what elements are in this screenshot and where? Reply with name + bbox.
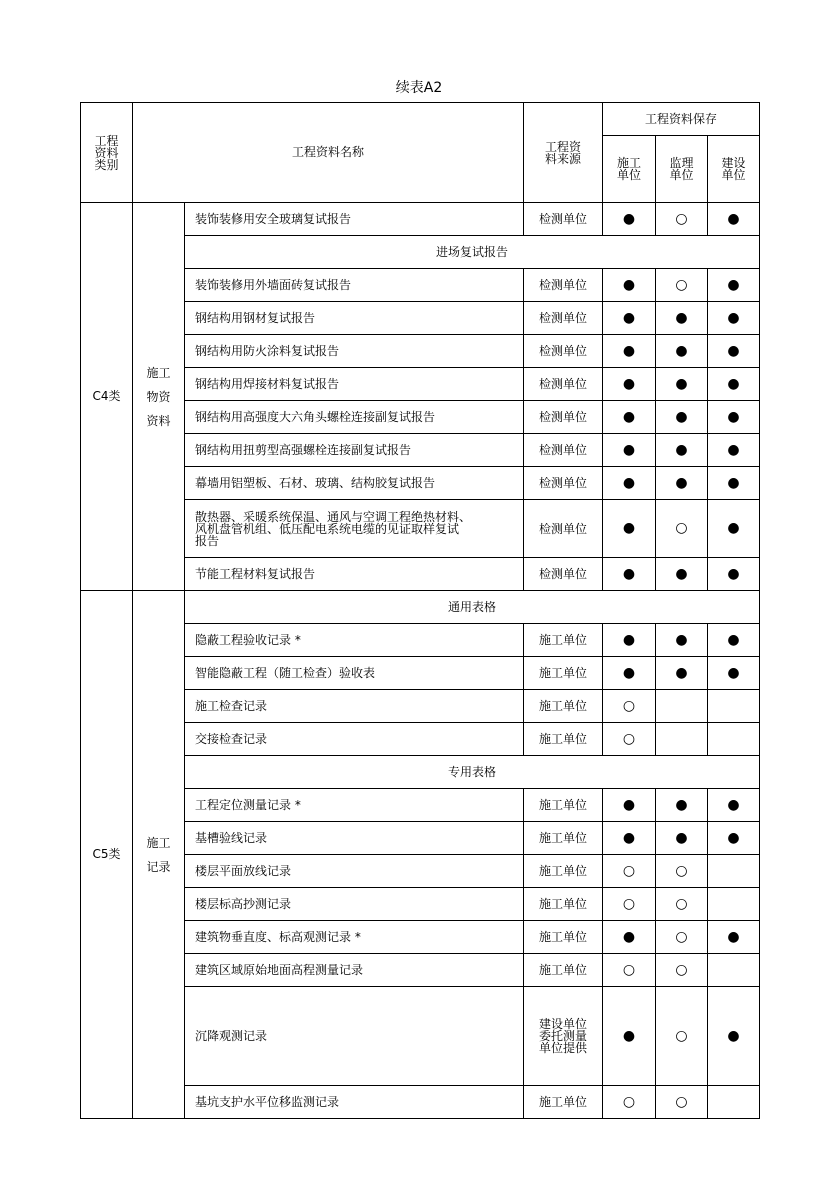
item-name: 幕墙用铝塑板、石材、玻璃、结构胶复试报告	[185, 467, 524, 500]
construction-unit-mark: ●	[603, 368, 656, 401]
item-source: 施工单位	[524, 723, 603, 756]
section-row	[81, 591, 760, 624]
header-supervision-unit: 监理 单位	[656, 136, 708, 203]
supervision-unit-mark: ○	[656, 500, 708, 558]
construction-unit-mark: ●	[603, 558, 656, 591]
supervision-unit-mark: ●	[656, 335, 708, 368]
owner-unit-mark	[708, 1086, 760, 1119]
category-cell: C4类	[81, 203, 133, 591]
supervision-unit-mark: ○	[656, 987, 708, 1086]
section-heading: 专用表格	[185, 756, 760, 789]
supervision-unit-mark: ●	[656, 401, 708, 434]
supervision-unit-mark: ○	[656, 203, 708, 236]
supervision-unit-mark: ○	[656, 954, 708, 987]
item-name: 楼层平面放线记录	[185, 855, 524, 888]
header-owner-unit: 建设 单位	[708, 136, 760, 203]
subcategory-cell: 施工 记录	[133, 591, 185, 1119]
item-source: 施工单位	[524, 888, 603, 921]
supervision-unit-mark: ○	[656, 921, 708, 954]
item-name: 基槽验线记录	[185, 822, 524, 855]
supervision-unit-mark: ●	[656, 822, 708, 855]
supervision-unit-mark: ●	[656, 624, 708, 657]
table-row	[81, 203, 760, 236]
supervision-unit-mark: ●	[656, 302, 708, 335]
owner-unit-mark: ●	[708, 401, 760, 434]
owner-unit-mark: ●	[708, 434, 760, 467]
construction-unit-mark: ●	[603, 203, 656, 236]
construction-unit-mark: ●	[603, 987, 656, 1086]
item-source: 施工单位	[524, 690, 603, 723]
item-source: 检测单位	[524, 302, 603, 335]
supervision-unit-mark	[656, 690, 708, 723]
construction-unit-mark: ○	[603, 888, 656, 921]
item-source: 检测单位	[524, 467, 603, 500]
header-construction-unit: 施工 单位	[603, 136, 656, 203]
item-name: 基坑支护水平位移监测记录	[185, 1086, 524, 1119]
supervision-unit-mark	[656, 723, 708, 756]
item-source: 施工单位	[524, 789, 603, 822]
header-storage: 工程资料保存	[603, 103, 760, 136]
section-heading: 进场复试报告	[185, 236, 760, 269]
owner-unit-mark: ●	[708, 789, 760, 822]
supervision-unit-mark: ●	[656, 368, 708, 401]
owner-unit-mark: ●	[708, 269, 760, 302]
construction-unit-mark: ●	[603, 335, 656, 368]
item-name: 沉降观测记录	[185, 987, 524, 1086]
owner-unit-mark: ●	[708, 467, 760, 500]
owner-unit-mark: ●	[708, 921, 760, 954]
item-name: 隐蔽工程验收记录 *	[185, 624, 524, 657]
item-source: 施工单位	[524, 822, 603, 855]
construction-unit-mark: ●	[603, 921, 656, 954]
item-name: 楼层标高抄测记录	[185, 888, 524, 921]
supervision-unit-mark: ●	[656, 657, 708, 690]
item-name: 建筑区域原始地面高程测量记录	[185, 954, 524, 987]
item-name: 交接检查记录	[185, 723, 524, 756]
supervision-unit-mark: ○	[656, 855, 708, 888]
item-name: 钢结构用焊接材料复试报告	[185, 368, 524, 401]
supervision-unit-mark: ●	[656, 558, 708, 591]
table-title: 续表A2	[395, 80, 443, 96]
owner-unit-mark: ●	[708, 657, 760, 690]
item-source: 建设单位 委托测量 单位提供	[524, 987, 603, 1086]
construction-unit-mark: ●	[603, 657, 656, 690]
construction-unit-mark: ●	[603, 269, 656, 302]
item-name: 钢结构用钢材复试报告	[185, 302, 524, 335]
supervision-unit-mark: ●	[656, 434, 708, 467]
construction-unit-mark: ○	[603, 1086, 656, 1119]
owner-unit-mark: ●	[708, 558, 760, 591]
construction-unit-mark: ●	[603, 789, 656, 822]
item-source: 施工单位	[524, 921, 603, 954]
item-source: 施工单位	[524, 1086, 603, 1119]
owner-unit-mark	[708, 690, 760, 723]
item-name: 建筑物垂直度、标高观测记录 *	[185, 921, 524, 954]
item-name: 散热器、采暖系统保温、通风与空调工程绝热材料、 风机盘管机组、低压配电系统电缆的见证取样复试 报告	[185, 500, 524, 558]
owner-unit-mark: ●	[708, 987, 760, 1086]
item-source: 施工单位	[524, 624, 603, 657]
item-name: 施工检查记录	[185, 690, 524, 723]
item-name: 工程定位测量记录 *	[185, 789, 524, 822]
owner-unit-mark: ●	[708, 822, 760, 855]
item-name: 节能工程材料复试报告	[185, 558, 524, 591]
construction-unit-mark: ○	[603, 855, 656, 888]
construction-unit-mark: ●	[603, 467, 656, 500]
construction-unit-mark: ●	[603, 434, 656, 467]
item-source: 施工单位	[524, 657, 603, 690]
owner-unit-mark: ●	[708, 624, 760, 657]
item-source: 检测单位	[524, 500, 603, 558]
owner-unit-mark: ●	[708, 302, 760, 335]
owner-unit-mark: ●	[708, 335, 760, 368]
owner-unit-mark: ●	[708, 368, 760, 401]
category-cell: C5类	[81, 591, 133, 1119]
header-source: 工程资 料来源	[524, 103, 603, 203]
construction-unit-mark: ●	[603, 624, 656, 657]
construction-unit-mark: ●	[603, 500, 656, 558]
supervision-unit-mark: ○	[656, 888, 708, 921]
item-source: 检测单位	[524, 434, 603, 467]
supervision-unit-mark: ○	[656, 269, 708, 302]
construction-unit-mark: ○	[603, 690, 656, 723]
owner-unit-mark	[708, 954, 760, 987]
item-source: 检测单位	[524, 401, 603, 434]
owner-unit-mark: ●	[708, 500, 760, 558]
construction-unit-mark: ○	[603, 954, 656, 987]
subcategory-cell: 施工 物资 资料	[133, 203, 185, 591]
item-source: 施工单位	[524, 855, 603, 888]
construction-unit-mark: ●	[603, 822, 656, 855]
supervision-unit-mark: ○	[656, 1086, 708, 1119]
item-source: 检测单位	[524, 269, 603, 302]
item-name: 智能隐蔽工程（随工检查）验收表	[185, 657, 524, 690]
item-name: 装饰装修用安全玻璃复试报告	[185, 203, 524, 236]
construction-unit-mark: ●	[603, 401, 656, 434]
item-source: 检测单位	[524, 558, 603, 591]
item-source: 检测单位	[524, 368, 603, 401]
header-name: 工程资料名称	[133, 103, 524, 203]
owner-unit-mark	[708, 888, 760, 921]
owner-unit-mark	[708, 723, 760, 756]
item-name: 钢结构用防火涂料复试报告	[185, 335, 524, 368]
item-name: 装饰装修用外墙面砖复试报告	[185, 269, 524, 302]
item-source: 施工单位	[524, 954, 603, 987]
section-heading: 通用表格	[185, 591, 760, 624]
item-source: 检测单位	[524, 203, 603, 236]
item-name: 钢结构用扭剪型高强螺栓连接副复试报告	[185, 434, 524, 467]
records-table	[80, 102, 760, 1119]
item-name: 钢结构用高强度大六角头螺栓连接副复试报告	[185, 401, 524, 434]
supervision-unit-mark: ●	[656, 467, 708, 500]
owner-unit-mark: ●	[708, 203, 760, 236]
owner-unit-mark	[708, 855, 760, 888]
supervision-unit-mark: ●	[656, 789, 708, 822]
construction-unit-mark: ●	[603, 302, 656, 335]
construction-unit-mark: ○	[603, 723, 656, 756]
item-source: 检测单位	[524, 335, 603, 368]
header-category: 工程 资料 类别	[81, 103, 133, 203]
